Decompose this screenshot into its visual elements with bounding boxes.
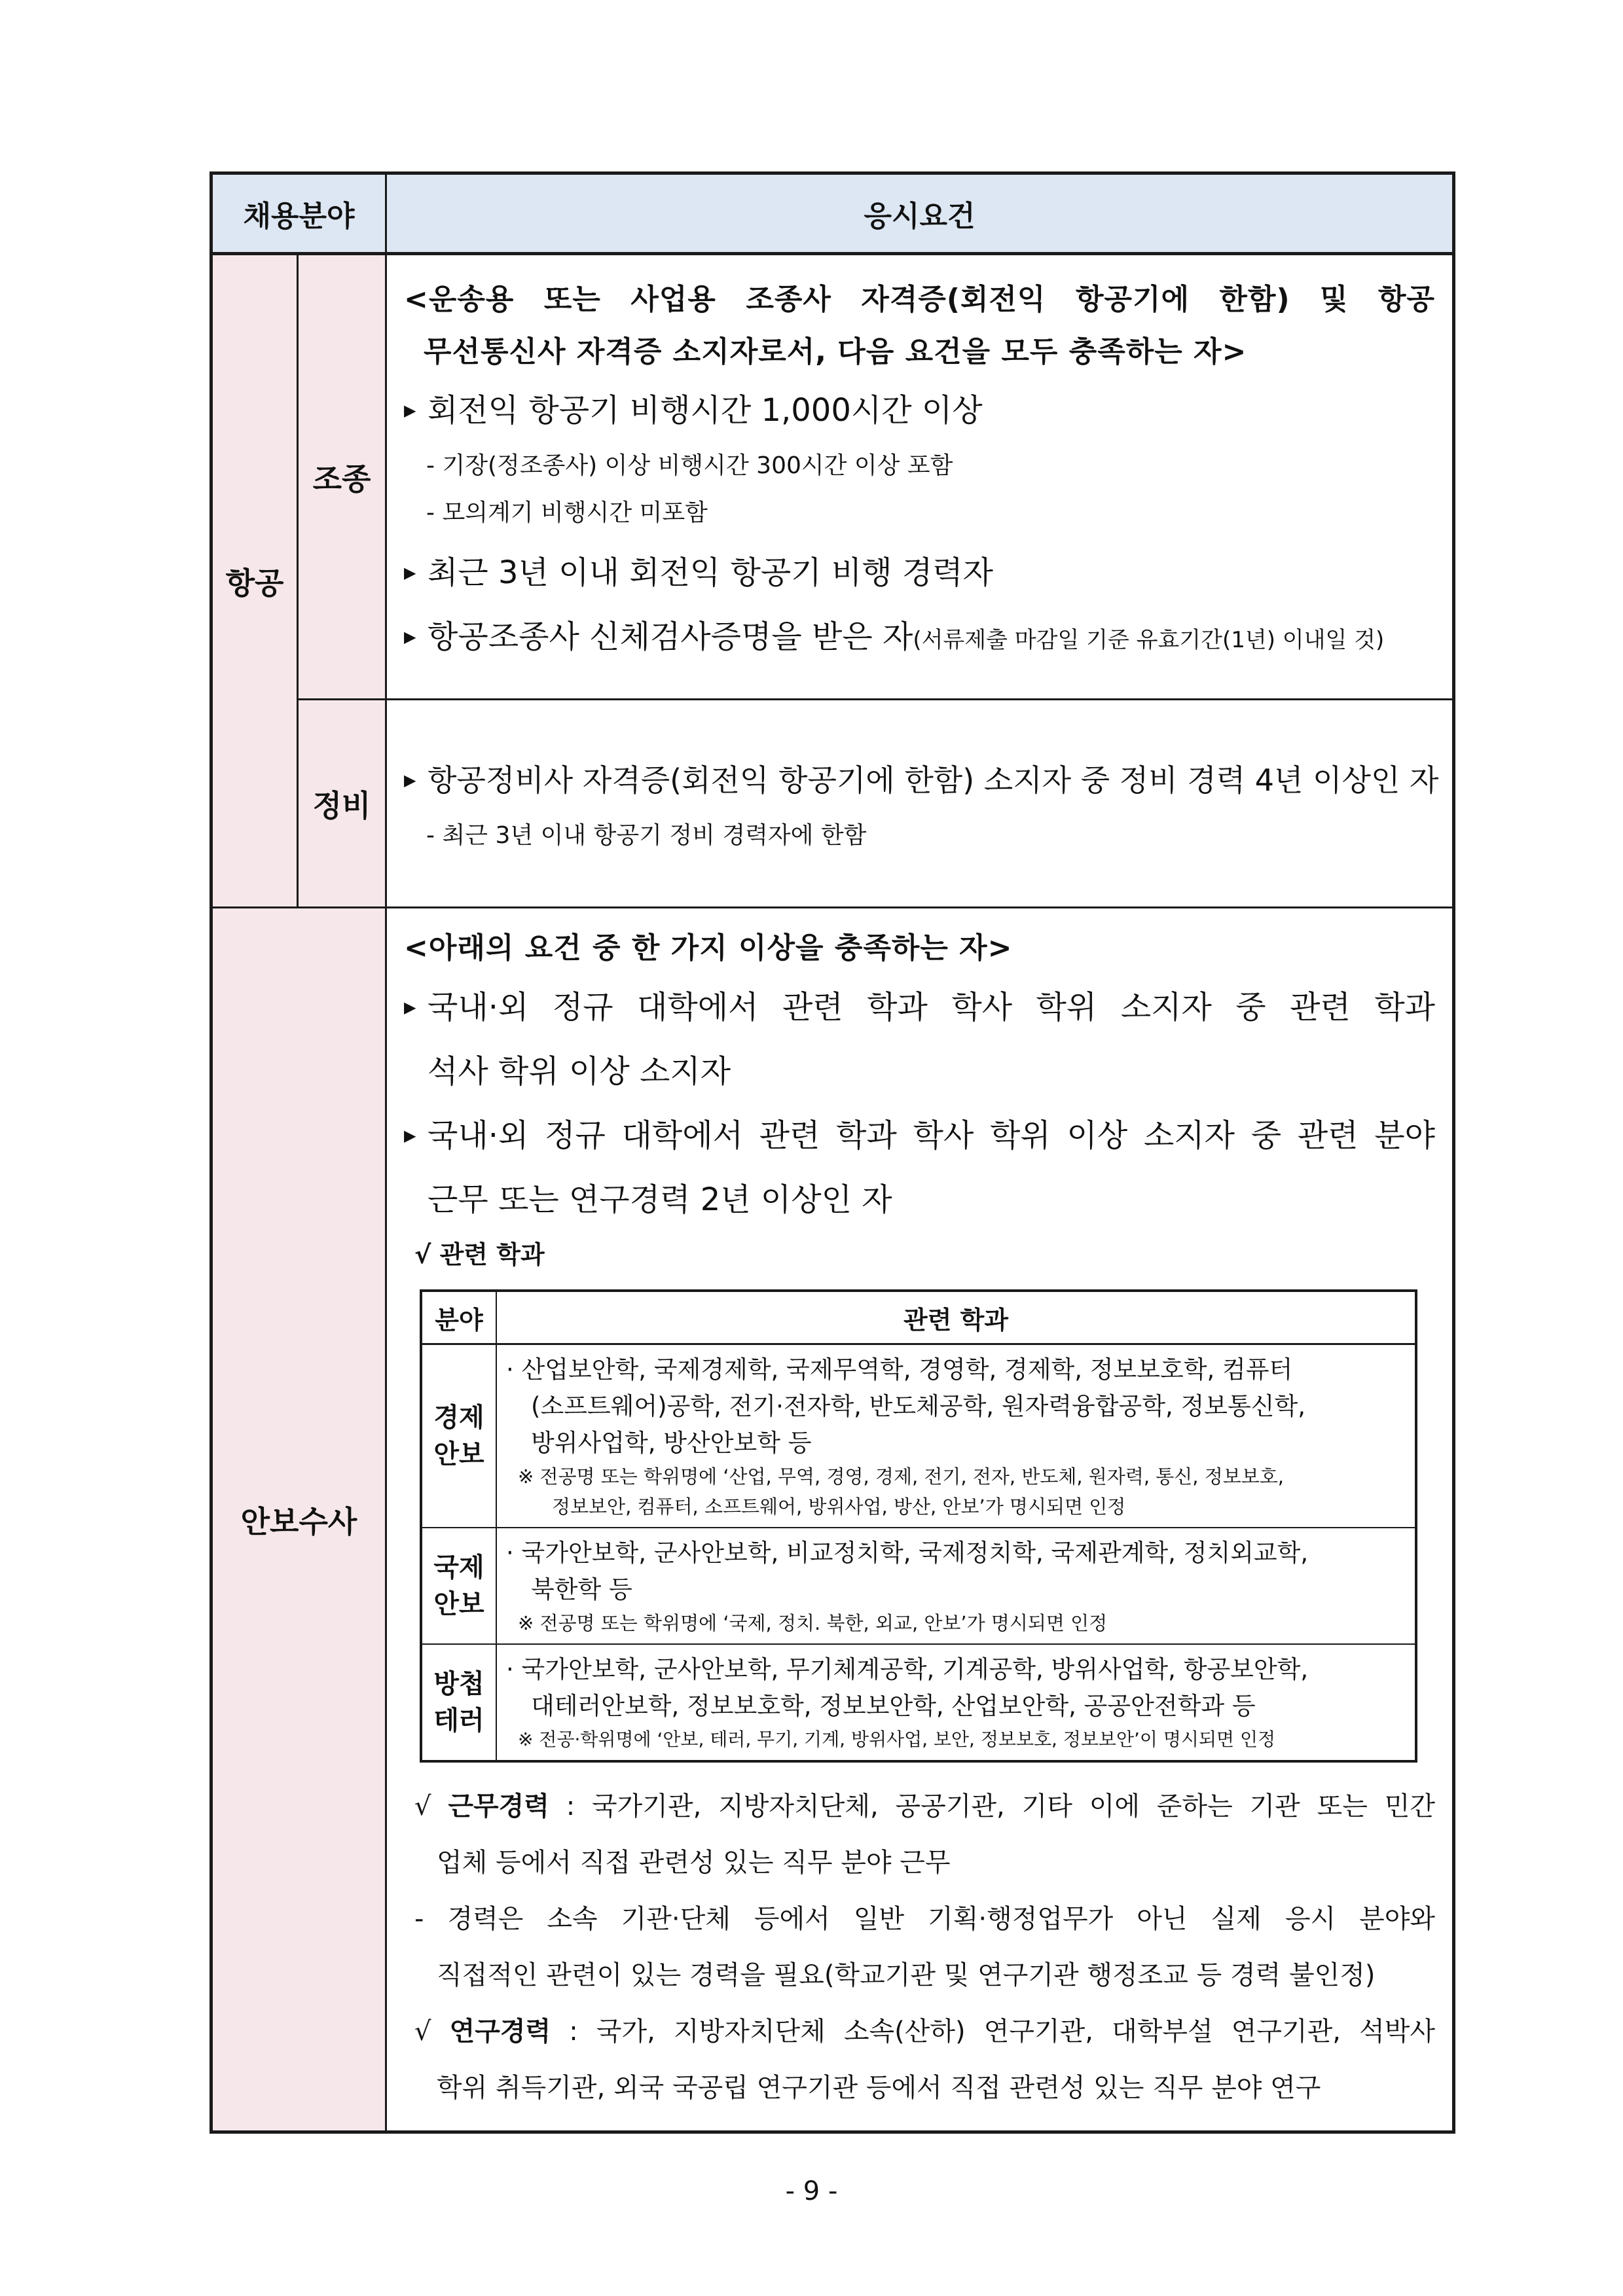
pilot-bullet-1-text: 회전익 항공기 비행시간 1,000시간 이상 [428, 392, 983, 429]
category-security-investigation: 안보수사 [211, 908, 386, 2132]
dept-header-field: 분야 [421, 1291, 496, 1344]
pilot-lead-line2: 무선통신사 자격증 소지자로서, 다음 요건을 모두 충족하는 자> [424, 335, 1247, 368]
security-row [211, 908, 1454, 2132]
requirements-table [210, 171, 1455, 2134]
pilot-sub-1: - 기장(정조종사) 이상 비행시간 300시간 이상 포함 [426, 452, 953, 479]
security-lead: <아래의 요건 중 한 가지 이상을 충족하는 자> [404, 931, 1013, 965]
pilot-bullet-3-text: 항공조종사 신체검사증명을 받은 자 [428, 619, 913, 655]
dept-line: · 국가안보학, 군사안보학, 무기체계공학, 기계공학, 방위사업학, 항공보안학, [506, 1655, 1309, 1683]
field-international-security [421, 1528, 496, 1644]
security-bullet-1-cont [404, 1039, 1435, 1103]
research-experience-line1 [404, 2003, 1435, 2060]
maint-sub-1: - 최근 3년 이내 항공기 정비 경력자에 한함 [426, 821, 867, 849]
dept-line: 북한학 등 [531, 1575, 632, 1604]
triangle-bullet-icon: ▶ [404, 628, 416, 646]
field-label-line1: 방첩 [433, 1669, 484, 1699]
pilot-requirements [386, 254, 1454, 700]
pilot-bullet-2-text: 최근 3년 이내 회전익 항공기 비행 경력자 [428, 554, 993, 591]
maintenance-requirements [386, 700, 1454, 908]
table-row [421, 1644, 1416, 1761]
dept-cell-counterintel [496, 1644, 1416, 1761]
checkmark-icon: √ [414, 1791, 431, 1821]
pilot-row [211, 254, 1454, 700]
field-label-line2: 안보 [433, 1589, 484, 1619]
security-bullet-2-line2: 근무 또는 연구경력 2년 이상인 자 [428, 1181, 892, 1218]
research-experience-line2: 학위 취득기관, 외국 국공립 연구기관 등에서 직접 관련성 있는 직무 분야 연구 [437, 2073, 1321, 2103]
security-requirements [386, 908, 1454, 2132]
dept-cell-international [496, 1528, 1416, 1644]
dept-note: ※ 전공·학위명에 ‘안보, 테러, 무기, 기계, 방위사업, 보안, 정보보호, 정보보안’이 명시되면 인정 [518, 1729, 1276, 1750]
career-note-line1: - 경력은 소속 기관·단체 등에서 일반 기획·행정업무가 아닌 실제 응시 분야와 [414, 1904, 1436, 1934]
pilot-bullet-2 [404, 541, 1435, 605]
work-experience-line1 [404, 1778, 1435, 1835]
triangle-bullet-icon: ▶ [404, 401, 416, 420]
dept-note: ※ 전공명 또는 학위명에 ‘국제, 정치. 북한, 외교, 안보’가 명시되면 인정 [518, 1612, 1108, 1634]
dept-line: 방위사업학, 방산안보학 등 [531, 1429, 812, 1457]
field-label-line1: 경제 [433, 1403, 484, 1433]
dept-table-header [421, 1291, 1416, 1344]
header-requirements: 응시요건 [386, 173, 1454, 254]
maint-bullet-1-text: 항공정비사 자격증(회전익 항공기에 한함) 소지자 중 정비 경력 4년 이상인 자 [428, 762, 1439, 798]
field-label-line2: 안보 [433, 1439, 484, 1469]
dept-line: · 산업보안학, 국제경제학, 국제무역학, 경영학, 경제학, 정보보호학, 컴퓨터 [506, 1355, 1293, 1384]
related-dept-table [420, 1289, 1417, 1763]
work-experience-line2: 업체 등에서 직접 관련성 있는 직무 분야 근무 [437, 1848, 951, 1878]
triangle-bullet-icon: ▶ [404, 998, 416, 1016]
maintenance-row [211, 700, 1454, 908]
pilot-bullet-1 [404, 378, 1435, 442]
table-header-row [211, 173, 1454, 254]
research-experience-title: 연구경력 [449, 2017, 551, 2047]
security-bullet-1-line1: 국내·외 정규 대학에서 관련 학과 학사 학위 소지자 중 관련 학과 [428, 989, 1436, 1026]
dept-header-depts: 관련 학과 [496, 1291, 1416, 1344]
subcategory-maintenance: 정비 [298, 700, 386, 908]
pilot-sub-2: - 모의계기 비행시간 미포함 [426, 499, 708, 526]
triangle-bullet-icon: ▶ [404, 770, 416, 789]
work-experience-block [404, 1778, 1435, 2116]
table-row [421, 1344, 1416, 1528]
category-aviation: 항공 [211, 254, 298, 908]
work-experience-title: 근무경력 [448, 1791, 549, 1821]
research-experience-text: : 국가, 지방자치단체 소속(산하) 연구기관, 대학부설 연구기관, 석박사 [569, 2017, 1436, 2047]
work-experience-text: : 국가기관, 지방자치단체, 공공기관, 기타 이에 준하는 기관 또는 민간 [566, 1791, 1436, 1821]
security-bullet-1-line2: 석사 학위 이상 소지자 [428, 1053, 731, 1090]
security-bullet-2-cont [404, 1168, 1435, 1232]
related-dept-title: √ 관련 학과 [414, 1240, 545, 1269]
security-bullet-2 [404, 1103, 1435, 1168]
dept-note: ※ 전공명 또는 학위명에 ‘산업, 무역, 경영, 경제, 전기, 전자, 반도체, 원자력, 통신, 정보보호, [518, 1465, 1285, 1488]
dept-cell-economic [496, 1344, 1416, 1528]
field-label-line2: 테러 [433, 1706, 484, 1736]
page-number: - 9 - [785, 2176, 838, 2206]
security-bullet-1 [404, 975, 1435, 1039]
checkmark-icon: √ [414, 2017, 431, 2047]
pilot-lead-line1: <운송용 또는 사업용 조종사 자격증(회전익 항공기에 한함) 및 항공 [404, 283, 1436, 316]
pilot-bullet-3-note: (서류제출 마감일 기준 유효기간(1년) 이내일 것) [913, 627, 1385, 653]
dept-line: (소프트웨어)공학, 전기·전자학, 반도체공학, 원자력융합공학, 정보통신학, [531, 1392, 1306, 1420]
dept-line: 대테러안보학, 정보보호학, 정보보안학, 산업보안학, 공공안전학과 등 [531, 1692, 1256, 1720]
subcategory-pilot: 조종 [298, 254, 386, 700]
triangle-bullet-icon: ▶ [404, 1126, 416, 1145]
pilot-bullet-3 [404, 605, 1435, 672]
field-label-line1: 국제 [433, 1552, 484, 1583]
maint-bullet-1 [404, 748, 1439, 812]
header-recruit-field: 채용분야 [211, 173, 386, 254]
dept-line: · 국가안보학, 군사안보학, 비교정치학, 국제정치학, 국제관계학, 정치외교학, [506, 1539, 1309, 1567]
security-bullet-2-line1: 국내·외 정규 대학에서 관련 학과 학사 학위 이상 소지자 중 관련 분야 [428, 1117, 1436, 1154]
field-economic-security [421, 1344, 496, 1528]
table-row [421, 1528, 1416, 1644]
career-note-line2: 직접적인 관련이 있는 경력을 필요(학교기관 및 연구기관 행정조교 등 경력 불인정) [437, 1960, 1376, 1990]
field-counterintel-terror [421, 1644, 496, 1761]
triangle-bullet-icon: ▶ [404, 564, 416, 582]
dept-note: 정보보안, 컴퓨터, 소프트웨어, 방위사업, 방산, 안보’가 명시되면 인정 [552, 1496, 1126, 1518]
